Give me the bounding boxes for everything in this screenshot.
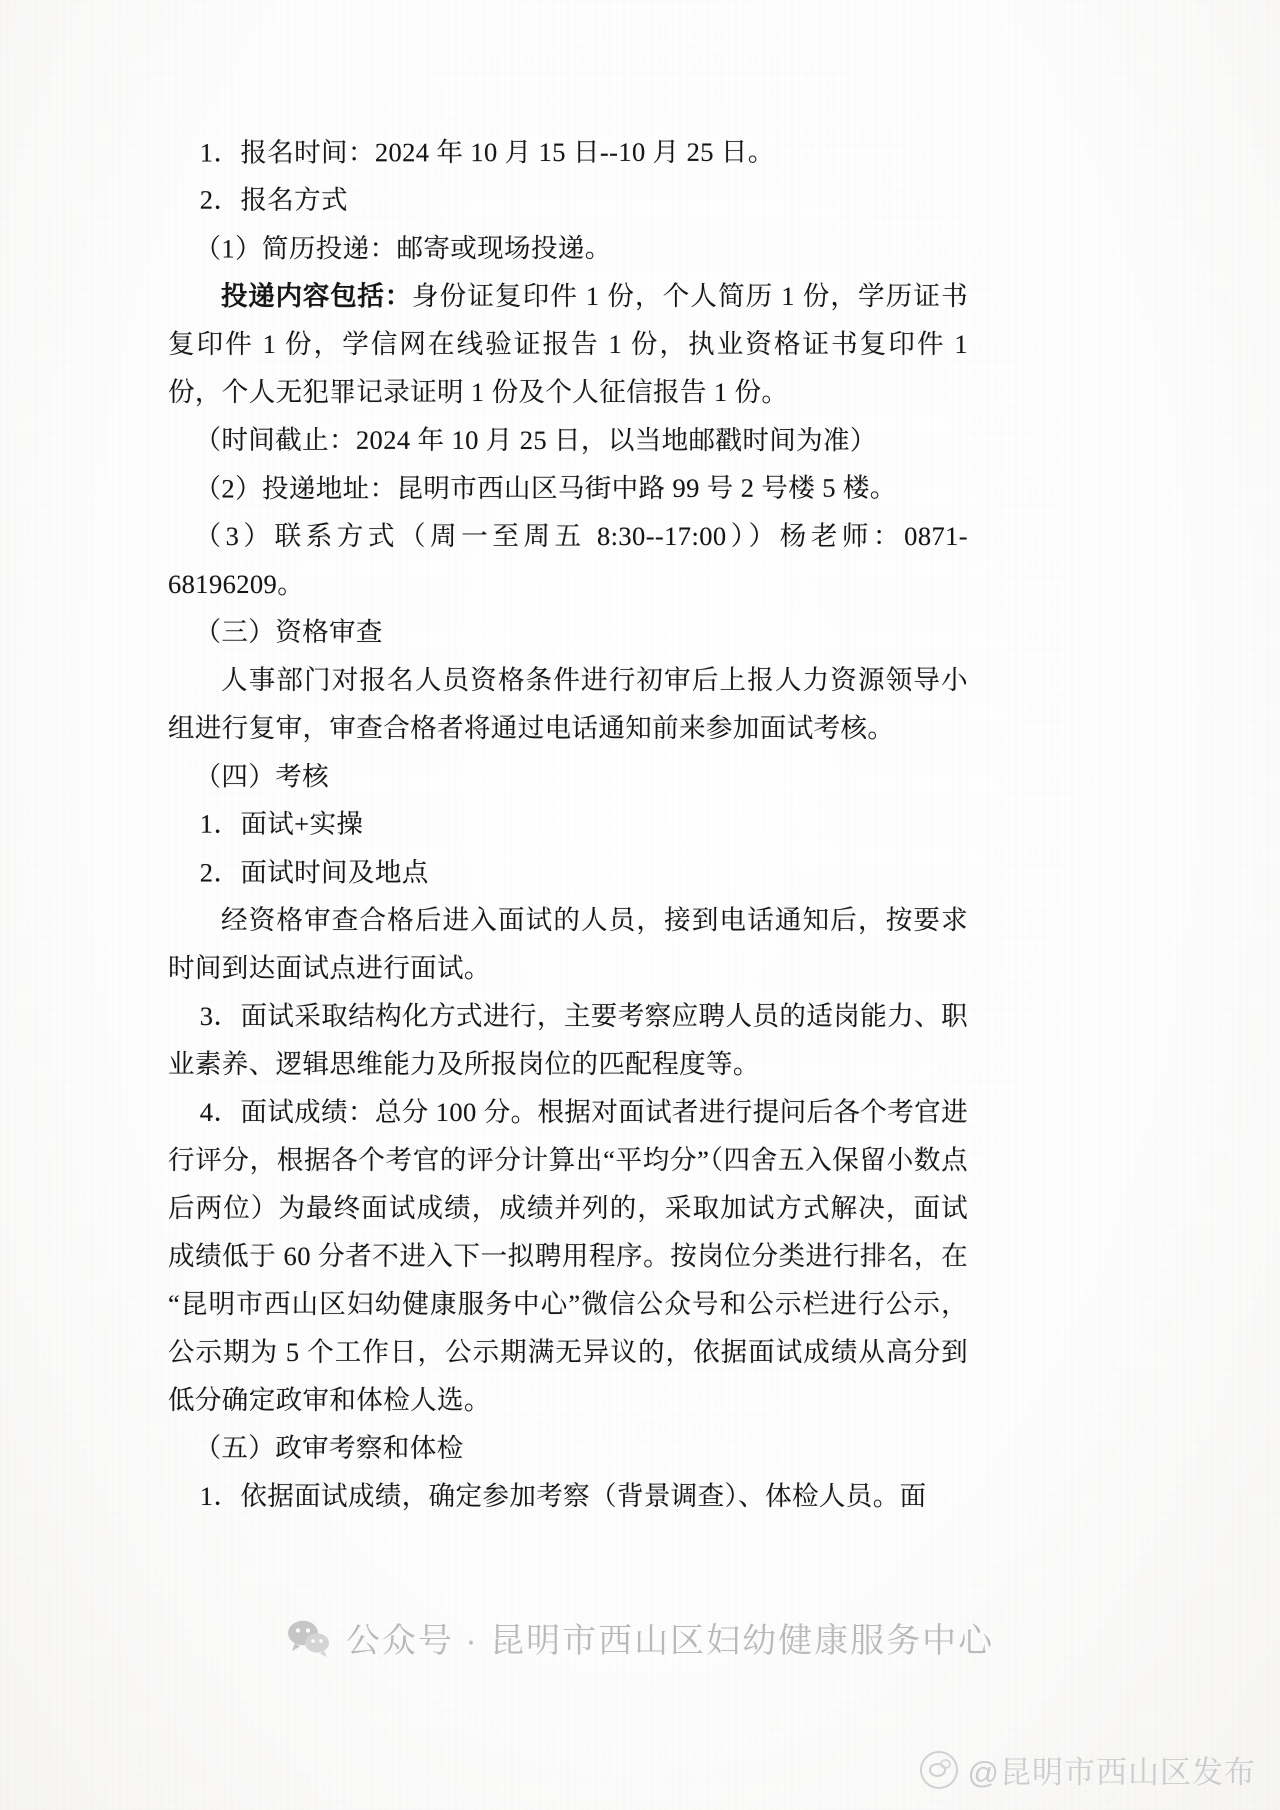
line-interview-time-place-heading: 2．面试时间及地点 [199, 857, 429, 888]
document-body [168, 128, 968, 1520]
line-registration-method-heading: 2．报名方式 [199, 184, 348, 215]
weibo-handle-text: @昆明市西山区发布 [967, 1755, 1256, 1790]
weibo-icon [920, 1751, 958, 1789]
heading-qualification-review: （三）资格审查 [194, 616, 383, 647]
line-interview-practical: 1．面试+实操 [199, 808, 364, 839]
wechat-credit-watermark [0, 1613, 1280, 1662]
submission-contents-label: 投递内容包括： [221, 281, 412, 311]
line-resume-submission: （1）简历投递：邮寄或现场投递。 [194, 232, 612, 264]
wechat-credit-text: 公众号 · 昆明市西山区妇幼健康服务中心 [345, 1622, 995, 1660]
line-registration-time: 1．报名时间：2024 年 10 月 15 日--10 月 25 日。 [199, 136, 775, 168]
weibo-handle-watermark [920, 1747, 1256, 1792]
paragraph-inspection-candidates: 1．依据面试成绩，确定参加考察（背景调查）、体检人员。面 [199, 1481, 927, 1511]
paragraph-submission-contents [168, 272, 968, 416]
submission-contents-text: 身份证复印件 1 份，个人简历 1 份，学历证书复印件 1 份，学信网在线验证报告 1 份，执业资格证书复印件 1 份，个人无犯罪记录证明 1 份及个人征信报告 1 份。 [168, 281, 969, 407]
paragraph-interview-score: 4．面试成绩：总分 100 分。根据对面试者进行提问后各个考官进行评分，根据各个考官的评分计算出“平均分”（四舍五入保留小数点后两位）为最终面试成绩，成绩并列的，采取加试方式解决，面试成绩低于 60 分者不进入下一拟聘用程序。按岗位分类进行排名，在“昆明市西山区妇幼健康服务中心”微信公众号和公示栏进行公示，公示期为 5 个工作日，公示期满无异议的，依据面试成绩从高分到低分确定政审和体检人选。 [168, 1097, 968, 1415]
wechat-icon [286, 1618, 330, 1658]
heading-political-review-and-physical: （五）政审考察和体检 [194, 1432, 464, 1463]
line-mailing-address: （2）投递地址：昆明市西山区马街中路 99 号 2 号楼 5 楼。 [194, 472, 897, 504]
line-deadline-note: （时间截止：2024 年 10 月 25 日，以当地邮戳时间为准） [194, 424, 877, 456]
paragraph-interview-arrival: 经资格审查合格后进入面试的人员，接到电话通知后，按要求时间到达面试点进行面试。 [168, 905, 968, 983]
heading-assessment: （四）考核 [194, 761, 330, 792]
line-contact-info: （3）联系方式（周一至周五 8:30--17:00））杨老师：0871-68196209。 [168, 521, 968, 599]
paragraph-structured-interview: 3．面试采取结构化方式进行，主要考察应聘人员的适岗能力、职业素养、逻辑思维能力及所报岗位的匹配程度等。 [168, 1001, 968, 1079]
paragraph-qualification-review: 人事部门对报名人员资格条件进行初审后上报人力资源领导小组进行复审，审查合格者将通过电话通知前来参加面试考核。 [168, 665, 968, 743]
